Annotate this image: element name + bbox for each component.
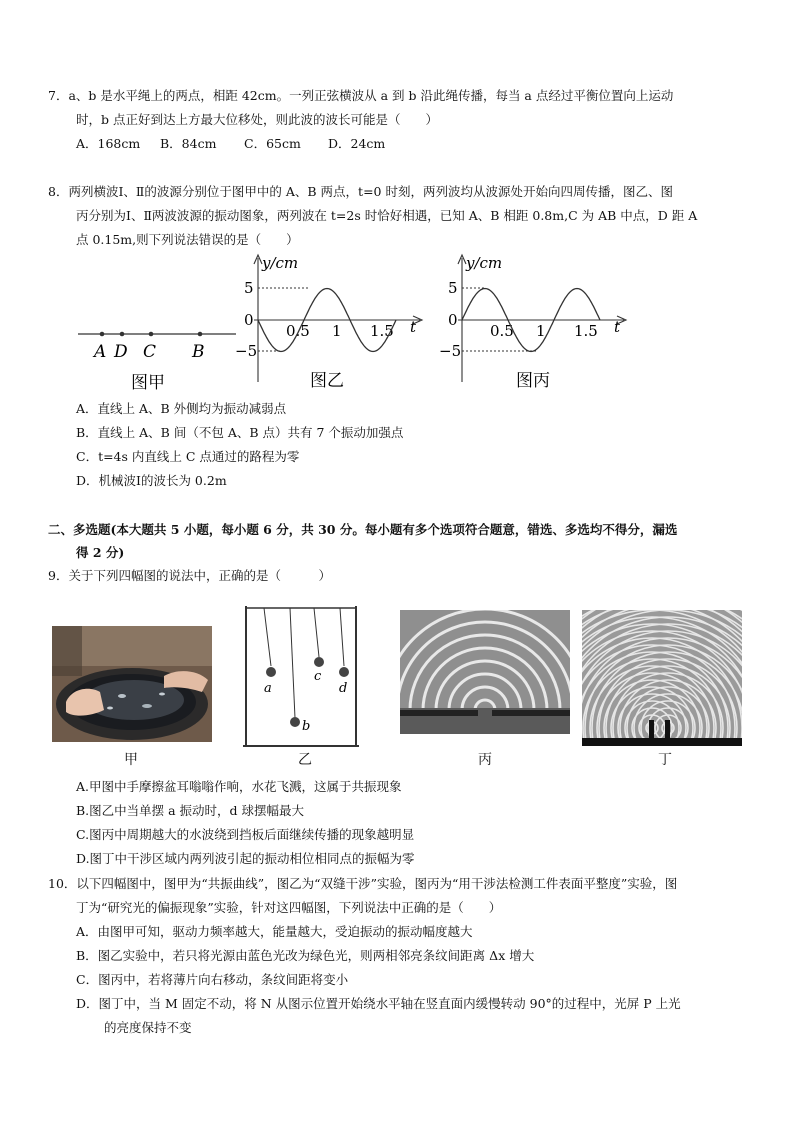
q10-stem-line2: 丁为“研究光的偏振现象”实验，针对这四幅图，下列说法中正确的是（ ） — [76, 900, 502, 915]
bing-tick-1.5: 1.5 — [574, 322, 598, 340]
q7-option-c: C．65cm — [244, 136, 301, 151]
point-b-label: B — [192, 342, 205, 362]
point-a-label: A — [94, 342, 107, 362]
q10-stem-line1: 10．以下四幅图中，图甲为“共振曲线”，图乙为“双缝干涉”实验，图丙为“用干涉法检测工件表面平整度”实验，图 — [48, 876, 678, 891]
q10-option-d-continued: 的亮度保持不变 — [104, 1020, 192, 1035]
pendulum-a-label: a — [264, 681, 272, 696]
yi-tick-0: 0 — [244, 311, 254, 329]
yi-y-axis-label: y/cm — [262, 254, 299, 272]
yi-tick-1.5: 1.5 — [370, 322, 394, 340]
q8-stem-line1: 8．两列横波Ⅰ、Ⅱ的波源分别位于图甲中的 A、B 两点，t=0 时刻，两列波均从波源处开始向四周传播，图乙、图 — [48, 184, 673, 199]
q9-caption-ding: 丁 — [658, 752, 672, 768]
q9-caption-yi: 乙 — [298, 752, 312, 768]
q7-option-d: D．24cm — [328, 136, 386, 151]
q8-figure-jia — [76, 320, 246, 395]
yi-tick-neg5: −5 — [235, 342, 258, 360]
pendulum-c-label: c — [314, 669, 322, 684]
q8-option-b: B．直线上 A、B 间（不包 A、B 点）共有 7 个振动加强点 — [76, 425, 404, 440]
bing-tick-5: 5 — [448, 279, 458, 297]
yi-tick-1: 1 — [332, 322, 342, 340]
q9-photo-jia — [52, 626, 212, 742]
q9-option-c: C.图丙中周期越大的水波绕到挡板后面继续传播的现象越明显 — [76, 827, 415, 842]
fig-yi-caption: 图乙 — [310, 371, 344, 391]
q9-stem: 9．关于下列四幅图的说法中，正确的是（ ） — [48, 568, 331, 583]
yi-t-axis-label: t — [410, 318, 417, 336]
q7-stem-line1: 7．a、b 是水平绳上的两点，相距 42cm。一列正弦横波从 a 到 b 沿此绳传播，每当 a 点经过平衡位置向上运动 — [48, 88, 674, 103]
q10-option-d: D．图丁中，当 M 固定不动，将 N 从图示位置开始绕水平轴在竖直面内缓慢转动 90°的过程中，光屏 P 上光 — [76, 996, 681, 1011]
q9-photo-ding-interference — [582, 610, 742, 746]
bing-tick-0.5: 0.5 — [490, 322, 514, 340]
yi-tick-5: 5 — [244, 279, 254, 297]
pendulum-d-label: d — [339, 681, 348, 696]
q9-photo-bing-diffraction — [400, 610, 570, 734]
section2-heading-line1: 二、多选题(本大题共 5 小题，每小题 6 分，共 30 分。每小题有多个选项符合题意，错选、多选均不得分，漏选 — [48, 522, 678, 537]
q8-stem-line2: 丙分别为Ⅰ、Ⅱ两波波源的振动图象，两列波在 t=2s 时恰好相遇，已知 A、B 相距 0.8m,C 为 AB 中点，D 距 A — [76, 208, 698, 223]
q8-option-d: D．机械波Ⅰ的波长为 0.2m — [76, 473, 227, 488]
q9-option-b: B.图乙中当单摆 a 振动时，d 球摆幅最大 — [76, 803, 305, 818]
q9-caption-jia: 甲 — [124, 752, 138, 768]
q8-stem-line3: 点 0.15m,则下列说法错误的是（ ） — [76, 232, 299, 247]
yi-tick-0.5: 0.5 — [286, 322, 310, 340]
q9-caption-bing: 丙 — [478, 752, 492, 768]
q8-option-c: C．t=4s 内直线上 C 点通过的路程为零 — [76, 449, 300, 464]
fig-jia-caption: 图甲 — [131, 373, 165, 393]
q8-option-a: A．直线上 A、B 外侧均为振动减弱点 — [76, 401, 287, 416]
q7-option-a: A．168cm — [76, 136, 141, 151]
q8-figure-yi — [232, 250, 432, 395]
fig-bing-caption: 图丙 — [516, 371, 550, 391]
bing-tick-0: 0 — [448, 311, 458, 329]
point-c-label: C — [143, 342, 157, 362]
point-d-label: D — [114, 342, 128, 362]
q7-stem-line2: 时，b 点正好到达上方最大位移处，则此波的波长可能是（ ） — [76, 112, 438, 127]
bing-y-axis-label: y/cm — [466, 254, 503, 272]
q9-option-a: A.甲图中手摩擦盆耳嗡嗡作响，水花飞溅，这属于共振现象 — [76, 779, 402, 794]
section2-heading-line2: 得 2 分) — [76, 545, 125, 560]
bing-t-axis-label: t — [614, 318, 621, 336]
q10-option-c: C．图丙中，若将薄片向右移动，条纹间距将变小 — [76, 972, 349, 987]
bing-tick-1: 1 — [536, 322, 546, 340]
q8-figure-bing — [436, 250, 636, 395]
q9-figure-yi-pendulums — [240, 602, 370, 748]
bing-tick-neg5: −5 — [439, 342, 462, 360]
q9-option-d: D.图丁中干涉区域内两列波引起的振动相位相同点的振幅为零 — [76, 851, 415, 866]
pendulum-b-label: b — [302, 719, 311, 734]
q10-option-b: B．图乙实验中，若只将光源由蓝色光改为绿色光，则两相邻亮条纹间距离 Δx 增大 — [76, 948, 535, 963]
q10-option-a: A．由图甲可知，驱动力频率越大，能量越大，受迫振动的振动幅度越大 — [76, 924, 473, 939]
q7-option-b: B．84cm — [160, 136, 217, 151]
